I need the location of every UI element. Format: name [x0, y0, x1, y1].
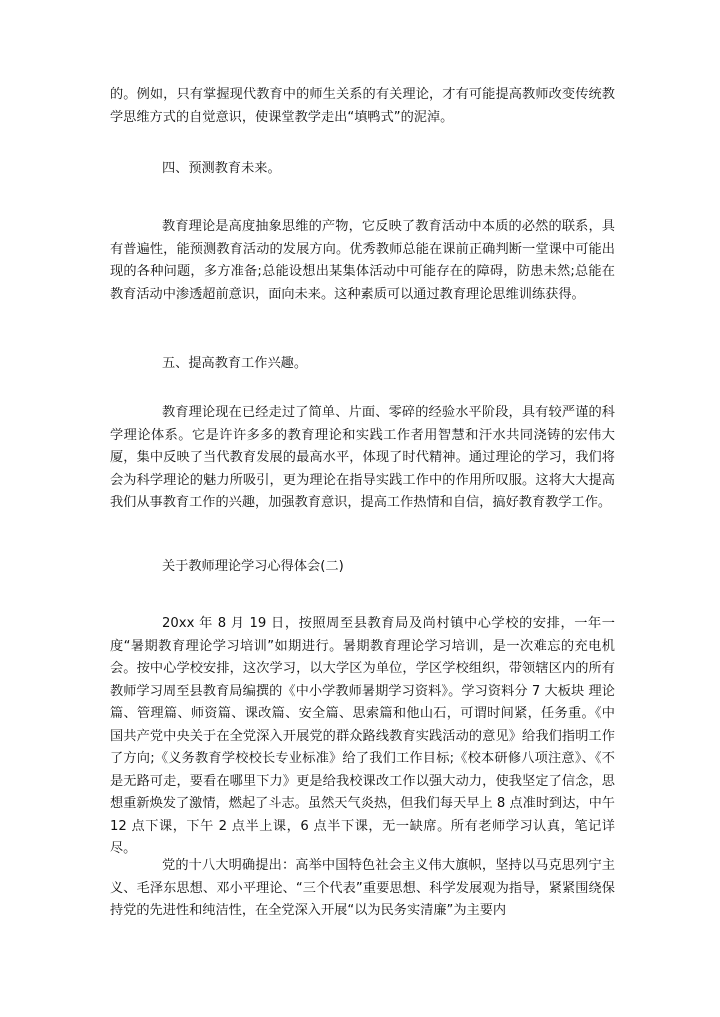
- heading-raise-interest: 五、提高教育工作兴趣。: [162, 356, 308, 371]
- heading-predict-future: 四、预测教育未来。: [162, 161, 281, 176]
- paragraph-summer-training: 20xx 年 8 月 19 日，按照周至县教育局及尚村镇中心学校的安排，一年一度“暑期教育理论学习培训”如期进行。暑期教育理论学习培训，是一次难忘的充电机会。按中心学校安排，这次学习，以大学区为单位，学区学校组织，带领辖区内的所有教师学习周至县教育局编撰的《中小学教师暑期学习资料》。学习资料分 7 大板块 理论篇、管理篇、师资篇、课改篇、安全篇、思索篇和他山石，可谓时间紧，任务重。《中国共产党中央关于在全党深入开展党的群众路线教育实践活动的意见》给我们指明工作了方向;《义务教育学校校长专业标准》给了我们工作目标;《校本研修八项注意》、《不是无路可走，要看在哪里下力》更是给我校课改工作以强大动力，使我坚定了信念，思想重新焕发了激情，燃起了斗志。虽然天气炎热，但我们每天早上 8 点准时到达，中午 12 点下课，下午 2 点半上课，6 点半下课，无一缺席。所有老师学习认真，笔记详尽。: [110, 616, 615, 856]
- paragraph-predict-future: 教育理论是高度抽象思维的产物，它反映了教育活动中本质的必然的联系，具有普遍性，能预测教育活动的发展方向。优秀教师总能在课前正确判断一堂课中可能出现的各种问题，多方准备;总能设想出某集体活动中可能存在的障碍，防患未然;总能在教育活动中渗透超前意识，面向未来。这种素质可以通过教育理论思维训练获得。: [110, 219, 615, 302]
- section-title: 关于教师理论学习心得体会(二): [162, 559, 344, 574]
- paragraph-continuation: 的。例如，只有掌握现代教育中的师生关系的有关理论，才有可能提高教师改变传统教学思维方式的自觉意识，使课堂教学走出“填鸭式”的泥淖。: [110, 87, 615, 125]
- paragraph-raise-interest: 教育理论现在已经走过了简单、片面、零碎的经验水平阶段，具有较严谨的科学理论体系。它是许许多多的教育理论和实践工作者用智慧和汗水共同浇铸的宏伟大厦，集中反映了当代教育发展的最高水平，体现了时代精神。通过理论的学习，我们将会为科学理论的魅力所吸引，更为理论在指导实践工作中的作用所叹服。这将大大提高我们从事教育工作的兴趣，加强教育意识，提高工作热情和自信，搞好教育教学工作。: [110, 405, 615, 510]
- paragraph-eighteenth-congress: 党的十八大明确提出：高举中国特色社会主义伟大旗帜，坚持以马克思列宁主义、毛泽东思想、邓小平理论、“三个代表”重要思想、科学发展观为指导，紧紧围绕保持党的先进性和纯洁性，在全党深入开展“以为民务实清廉”为主要内: [110, 858, 615, 918]
